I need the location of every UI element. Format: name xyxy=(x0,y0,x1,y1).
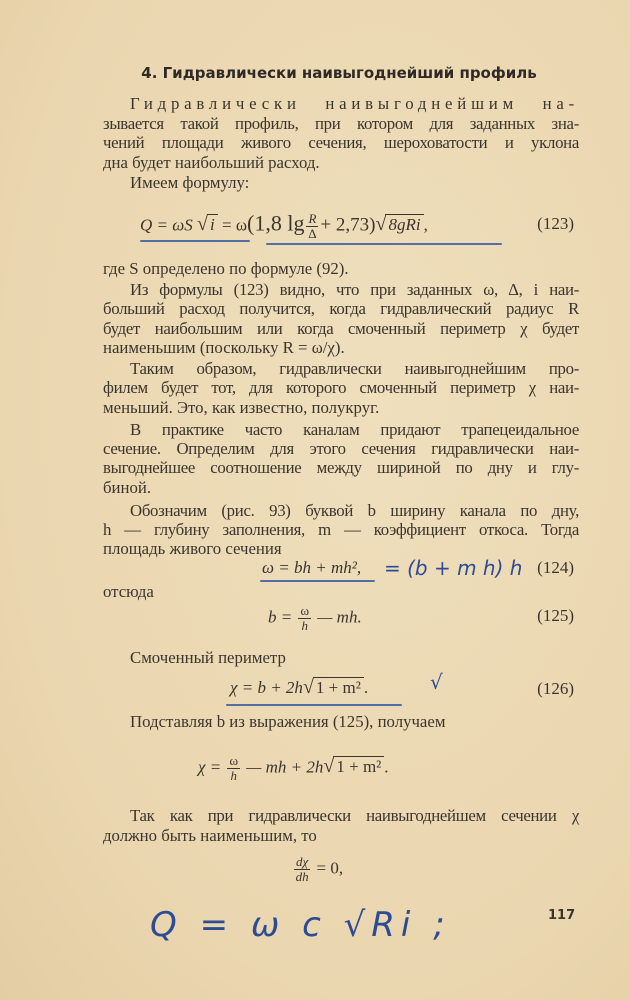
text-line: биной. xyxy=(103,478,152,497)
handwritten-formula: Q = ω c √Ri ; xyxy=(150,905,451,945)
eq-part: ω = bh + mh², xyxy=(262,558,362,577)
eq-part: = ω xyxy=(221,215,248,235)
text-line: Обозначим (рис. 93) буквой b ширину канала по дну, xyxy=(130,501,579,520)
text-line: больший расход получится, когда гидравлический радиус R xyxy=(103,299,579,318)
radical-sign: √ xyxy=(197,213,208,236)
denominator: Δ xyxy=(308,226,317,241)
numerator: ω xyxy=(229,753,239,768)
text-line: чений площади живого сечения, шероховатости и уклона xyxy=(103,133,579,152)
radical-sign: √ xyxy=(375,213,387,236)
eq-part: χ = xyxy=(198,757,222,777)
section-heading: 4. Гидравлически наивыгоднейший профиль xyxy=(141,64,537,82)
text-line: Так как при гидравлически наивыгоднейшем сечении χ xyxy=(130,806,579,825)
fraction xyxy=(294,855,310,884)
eq-part: i xyxy=(207,214,218,234)
eq-part: — mh + 2h xyxy=(246,757,324,777)
equation-number: (124) xyxy=(537,558,574,577)
eq-part: 1 + m² xyxy=(313,677,364,697)
eq-part: = 0, xyxy=(316,858,344,878)
equation-derivative xyxy=(292,855,343,884)
text-line: h — глубину заполнения, m — коэффициент откоса. Тогда xyxy=(103,520,579,539)
text-line: зывается такой профиль, при котором для заданных зна- xyxy=(103,114,579,133)
text-line: Имеем формулу: xyxy=(130,173,250,192)
text-line: отсюда xyxy=(103,582,154,601)
eq-part: χ = b + 2h xyxy=(230,678,303,697)
text-line: Таким образом, гидравлически наивыгоднейшим про- xyxy=(130,359,579,378)
eq-part: + 2,73) xyxy=(320,214,376,236)
text-line: Смоченный периметр xyxy=(130,648,286,667)
numerator: R xyxy=(308,211,317,226)
eq-part: (1,8 lg xyxy=(247,210,305,236)
fraction xyxy=(298,604,311,633)
text-line: наименьшим (поскольку R = ω/χ). xyxy=(103,338,345,357)
text-line: Подставляя b из выражения (125), получаем xyxy=(130,712,446,731)
text-line: сечение. Определим для этого сечения гидравлически наи- xyxy=(103,439,579,458)
eq-part: Q = ωS xyxy=(140,215,193,235)
denominator: dh xyxy=(295,869,309,884)
numerator: ω xyxy=(300,603,310,618)
equation-124 xyxy=(262,558,361,578)
eq-part: . xyxy=(363,678,369,697)
fraction xyxy=(227,754,240,783)
fraction xyxy=(306,212,318,241)
text-line: будет наибольшим или когда смоченный периметр χ будет xyxy=(103,319,579,338)
denominator: h xyxy=(230,768,237,783)
text-line: Из формулы (123) видно, что при заданных ω, Δ, i наи- xyxy=(130,280,579,299)
text-line: площадь живого сечения xyxy=(103,539,282,558)
text-line: филем будет тот, для которого смоченный периметр χ наи- xyxy=(103,378,579,397)
pen-underline xyxy=(266,243,502,245)
equation-number: (126) xyxy=(537,679,574,698)
equation-125 xyxy=(268,604,362,633)
numerator: dχ xyxy=(296,854,309,869)
text-line: выгоднейшее соотношение между шириной по дну и глу- xyxy=(103,458,579,477)
pen-underline xyxy=(226,704,402,706)
eq-part: — mh. xyxy=(317,607,362,627)
equation-126 xyxy=(230,677,368,698)
eq-part: b = xyxy=(268,607,293,627)
text-line: где S определено по формуле (92). xyxy=(103,259,349,278)
denominator: h xyxy=(301,618,309,633)
text-line: меньший. Это, как известно, полукруг. xyxy=(103,398,380,417)
radical-sign: √ xyxy=(302,676,314,698)
text-line: дна будет наибольший расход. xyxy=(103,153,320,172)
equation-123 xyxy=(140,212,428,241)
text-line: Гидравлически наивыгоднейшим на- xyxy=(130,94,579,113)
eq-part: . xyxy=(384,757,389,777)
handwritten-note: = (b + m h) h xyxy=(384,556,523,580)
pen-underline xyxy=(140,240,250,242)
equation-number: (125) xyxy=(537,606,574,625)
equation-number: (123) xyxy=(537,214,574,233)
eq-part: , xyxy=(423,215,428,235)
eq-part: 8gRi xyxy=(385,214,423,234)
eq-part: 1 + m² xyxy=(333,756,384,776)
text-line: В практике часто каналам придают трапецеидальное xyxy=(130,420,579,439)
page-number: 117 xyxy=(548,908,576,923)
text-line: должно быть наименьшим, то xyxy=(103,826,317,845)
equation-chi xyxy=(198,754,389,783)
radical-sign: √ xyxy=(323,755,335,778)
check-mark: √ xyxy=(430,670,443,694)
